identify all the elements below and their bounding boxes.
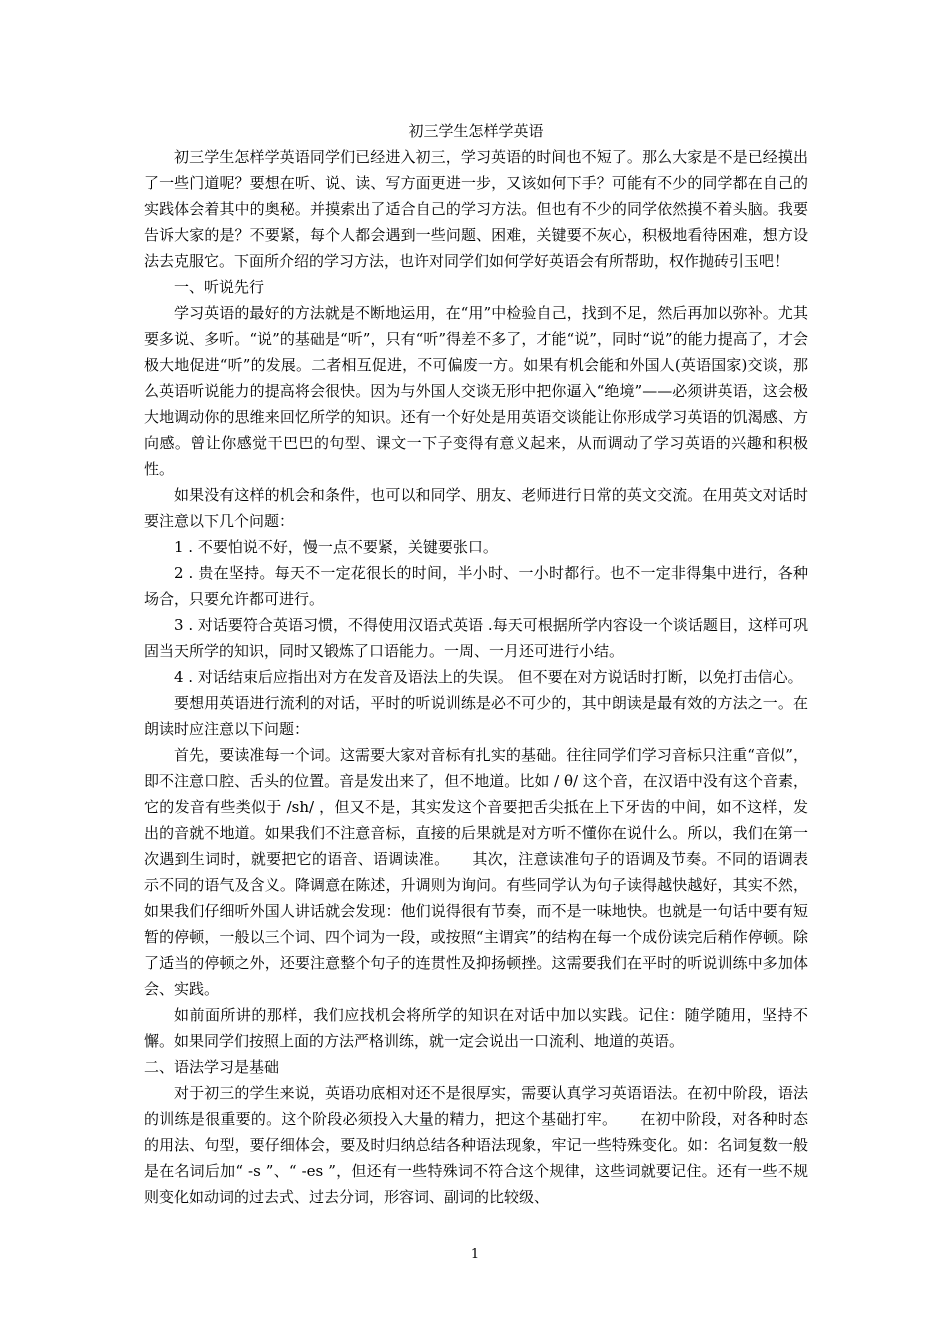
- paragraph-reading-aloud: 要想用英语进行流利的对话，平时的听说训练是必不可少的，其中朗读是最有效的方法之一。在朗读时应注意以下问题：: [144, 694, 808, 738]
- paragraph-grammar: 对于初三的学生来说，英语功底相对还不是很厚实，需要认真学习英语语法。在初中阶段，语法的训练是很重要的。这个阶段必须投入大量的精力，把这个基础打牢。 在初中阶段，对各种时态的用法、句型，要仔细体会，要及时归纳总结各种语法现象，牢记一些特殊变化。如：名词复数一般是在名词后加“ -s ”、“ -es ”，但还有一些特殊词不符合这个规律，这些词就要记住。还有一些不规则变化如动词的过去式、过去分词，形容词、副词的比较级、: [144, 1084, 808, 1206]
- paragraph-listening-speaking: 学习英语的最好的方法就是不断地运用，在“用”中检验自己，找到不足，然后再加以弥补。尤其要多说、多听。“说”的基础是“听”，只有“听”得差不多了，才能“说”，同时“说”的能力提高了，才会极大地促进“听”的发展。二者相互促进，不可偏废一方。如果有机会能和外国人(英语国家)交谈，那么英语听说能力的提高将会很快。因为与外国人交谈无形中把你逼入“绝境”——必须讲英语，这会极大地调动你的思维来回忆所学的知识。还有一个好处是用英语交谈能让你形成学习英语的饥渴感、方向感。曾让你感觉干巴巴的句型、课文一下子变得有意义起来，从而调动了学习英语的兴趣和积极性。: [144, 304, 808, 478]
- page-number: 1: [470, 1247, 480, 1262]
- section-heading-listening-speaking: 一、听说先行: [174, 278, 265, 296]
- list-item-4: 4 . 对话结束后应指出对方在发音及语法上的失误。 但不要在对方说话时打断，以免打击信心。: [174, 668, 803, 686]
- list-item-1: 1 . 不要怕说不好，慢一点不要紧，关键要张口。: [174, 538, 498, 556]
- list-item-3: 3 . 对话要符合英语习惯，不得使用汉语式英语 .每天可根据所学内容设一个谈话题目，这样可巩固当天所学的知识，同时又锻炼了口语能力。一周、一月还可进行小结。: [144, 616, 808, 660]
- document-title: 初三学生怎样学英语: [408, 122, 544, 140]
- paragraph-pronunciation: 首先，要读准每一个词。这需要大家对音标有扎实的基础。往往同学们学习音标只注重“音似”，即不注意口腔、舌头的位置。音是发出来了，但不地道。比如 / θ/ 这个音，在汉语中没有这个音素，它的发音有些类似于 /sh/ ，但又不是，其实发这个音要把舌尖抵在上下牙齿的中间，如不这样，发出的音就不地道。如果我们不注意音标，直接的后果就是对方听不懂你在说什么。所以，我们在第一次遇到生词时，就要把它的语音、语调读准。 其次，注意读准句子的语调及节奏。不同的语调表示不同的语气及含义。降调意在陈述，升调则为询问。有些同学认为句子读得越快越好，其实不然，如果我们仔细听外国人讲话就会发现：他们说得很有节奏，而不是一味地快。也就是一句话中要有短暂的停顿，一般以三个词、四个词为一段，或按照“主谓宾”的结构在每一个成份读完后稍作停顿。除了适当的停顿之外，还要注意整个句子的连贯性及抑扬顿挫。这需要我们在平时的听说训练中多加体会、实践。: [144, 746, 808, 998]
- paragraph-practice: 如前面所讲的那样，我们应找机会将所学的知识在对话中加以实践。记住：随学随用，坚持不懈。如果同学们按照上面的方法严格训练，就一定会说出一口流利、地道的英语。: [144, 1006, 808, 1050]
- section-heading-grammar: 二、语法学习是基础: [144, 1058, 280, 1076]
- document-body: [144, 118, 808, 1210]
- paragraph-no-opportunity: 如果没有这样的机会和条件，也可以和同学、朋友、老师进行日常的英文交流。在用英文对话时要注意以下几个问题：: [144, 486, 808, 530]
- intro-paragraph: 初三学生怎样学英语同学们已经进入初三，学习英语的时间也不短了。那么大家是不是已经摸出了一些门道呢？要想在听、说、读、写方面更进一步，又该如何下手？可能有不少的同学都在自己的实践体会着其中的奥秘。并摸索出了适合自己的学习方法。但也有不少的同学依然摸不着头脑。我要告诉大家的是？不要紧，每个人都会遇到一些问题、困难，关键要不灰心，积极地看待困难，想方设法去克服它。下面所介绍的学习方法，也许对同学们如何学好英语会有所帮助，权作抛砖引玉吧！: [144, 148, 808, 270]
- list-item-2: 2 . 贵在坚持。每天不一定花很长的时间，半小时、一小时都行。也不一定非得集中进行，各种场合，只要允许都可进行。: [144, 564, 808, 608]
